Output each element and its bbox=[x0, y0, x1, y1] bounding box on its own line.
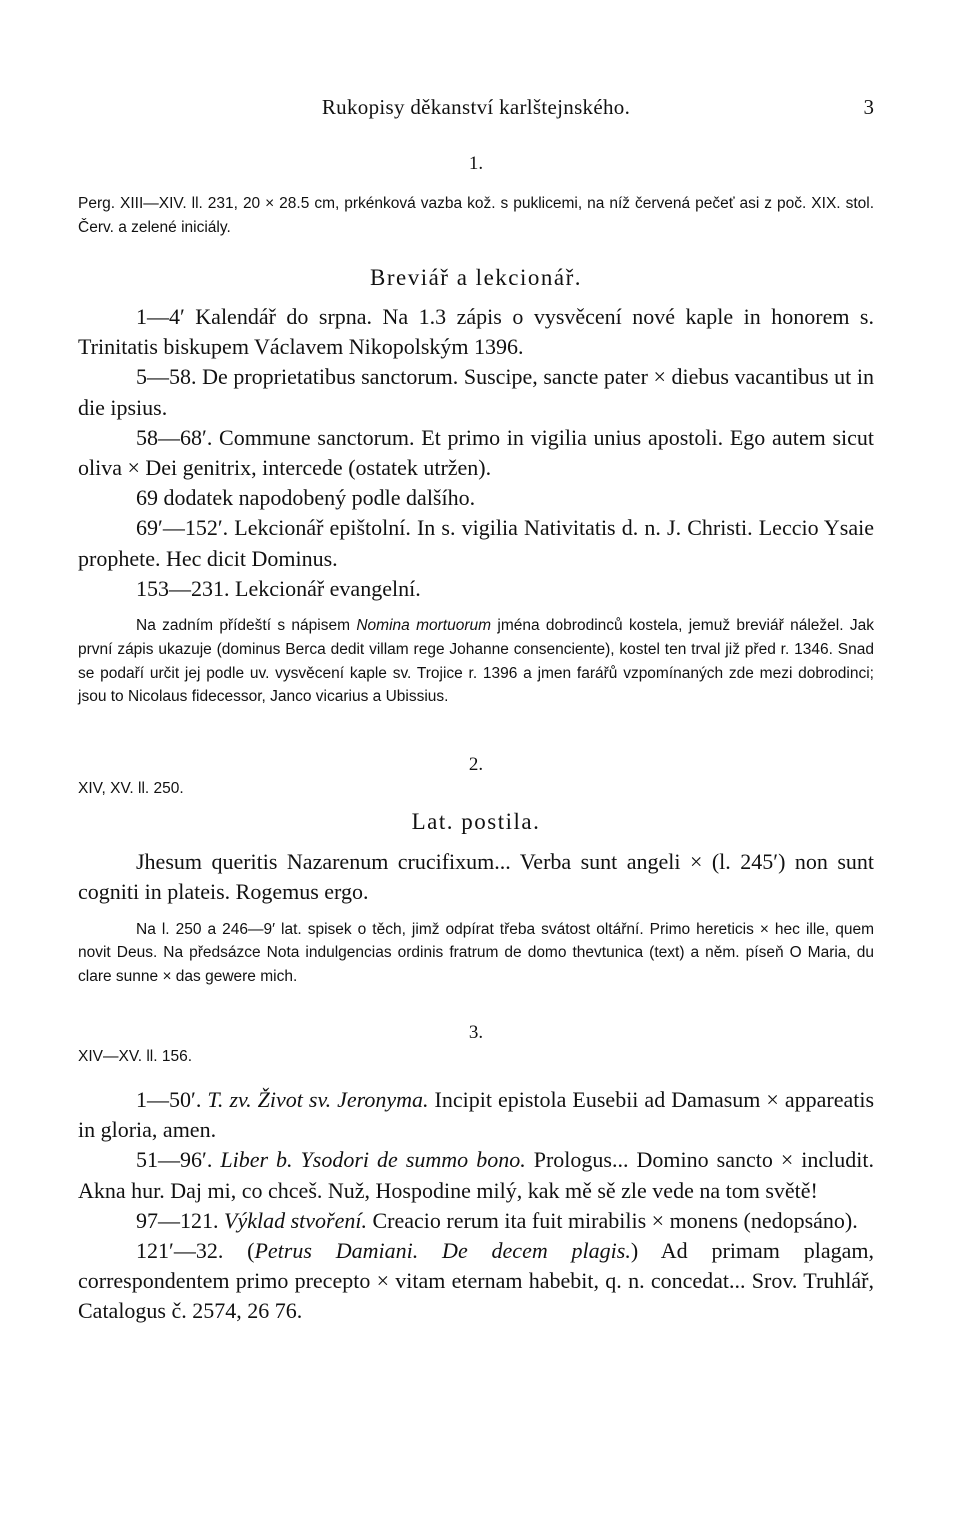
content-paragraph: 1—4′ Kalendář do srpna. Na 1.3 zápis o vysvěcení nové kaple in honorem s. Trinitatis biskupem Václavem Nikopolským 1396. bbox=[78, 304, 874, 360]
content-paragraph: Jhesum queritis Nazarenum crucifixum... Verba sunt angeli × (l. 245′) non sunt cogniti in plateis. Rogemus ergo. bbox=[78, 849, 874, 905]
entry-1 bbox=[78, 152, 874, 709]
work-title: T. zv. Život sv. Jeronyma. bbox=[207, 1087, 429, 1113]
entry-contents bbox=[78, 1085, 874, 1327]
entry-contents bbox=[78, 302, 874, 604]
entry-note bbox=[78, 918, 874, 989]
content-paragraph: 5—58. De proprietatibus sanctorum. Suscipe, sancte pater × diebus vacantibus ut in die ipsius. bbox=[78, 364, 874, 420]
entry-number: 1. bbox=[468, 153, 484, 174]
content-text: Creacio rerum ita fuit mirabilis × monens (nedopsáno). bbox=[366, 1207, 858, 1233]
entry-2 bbox=[78, 753, 874, 989]
content-paragraph: 58—68′. Commune sanctorum. Et primo in vigilia unius apostoli. Ego autem sicut oliva × Dei genitrix, intercede (ostatek utržen). bbox=[78, 424, 874, 481]
work-title: Liber b. Ysodori de summo bono. bbox=[220, 1147, 526, 1173]
content-text: ) Ad primam plagam, correspondentem primo precepto × vitam eternam habebit, q. n. concedat... Srov. Truhlář, Catalogus č. 2574, 26 76. bbox=[78, 1238, 875, 1324]
page-number: 3 bbox=[863, 95, 874, 119]
content-text: Incipit epistola Eusebii ad Damasum × appareatis in gloria, amen. bbox=[78, 1087, 875, 1143]
content-text: Prologus... Domino sancto × includit. Akna hur. Daj mi, co chceš. Nuž, Hospodine milý, kak mě sě zle vede na tom světě! bbox=[78, 1147, 875, 1203]
note-paragraph bbox=[78, 614, 874, 709]
content-paragraph bbox=[78, 1085, 874, 1145]
entry-title: Breviář a lekcionář. bbox=[370, 265, 582, 290]
note-paragraph: Na l. 250 a 246—9′ lat. spisek o těch, jimž odpírat třeba svátost oltářní. Primo hereticis × hec ille, quem novit Deus. Na předsázce Nota indulgencias ordinis fratrum de domo thevtunica (text) a něm. píseň O Maria, du clare sunne × das gewere mich. bbox=[78, 920, 874, 986]
content-paragraph bbox=[78, 1236, 874, 1327]
folio-range: 51—96′. bbox=[136, 1147, 221, 1173]
entry-contents bbox=[78, 847, 874, 907]
work-title: Výklad stvoření. bbox=[224, 1207, 367, 1233]
note-text: jména dobrodinců kostela, jemuž breviář náležel. Jak první zápis ukazuje (dominus Berca dedit villam rege Johanne consenciente), kostel ten trval již před r. 1346. Snad se podaří určit jej podle uv. vysvěcení kaple sv. Trojice r. 1396 a jmen farářů vzpomínaných zde mezi dobrodinci; jsou to Nicolaus fidecessor, Janco vicarius a Ubissius. bbox=[78, 617, 874, 706]
entry-meta: Perg. XIII—XIV. ll. 231, 20 × 28.5 cm, prkénková vazba kož. s puklicemi, na níž červená pečeť asi z poč. XIX. stol. Červ. a zelené iniciály. bbox=[78, 195, 874, 236]
folio-range: 121′—32. ( bbox=[136, 1238, 255, 1264]
entry-meta: XIV—XV. ll. 156. bbox=[78, 1048, 193, 1066]
entry-3 bbox=[78, 1021, 874, 1327]
content-paragraph: 69 dodatek napodobený podle dalšího. bbox=[136, 485, 476, 511]
entry-title: Lat. postila. bbox=[411, 809, 541, 835]
work-title: Petrus Damiani. De decem plagis. bbox=[254, 1238, 631, 1264]
folio-range: 97—121. bbox=[136, 1207, 224, 1233]
note-text: Na zadním přídeští s nápisem bbox=[136, 617, 357, 635]
entry-meta: XIV, XV. ll. 250. bbox=[78, 780, 184, 798]
entry-number: 2. bbox=[468, 754, 484, 776]
content-paragraph bbox=[78, 1206, 874, 1236]
running-head bbox=[78, 92, 874, 122]
content-paragraph bbox=[78, 1145, 874, 1205]
folio-range: 1—50′. bbox=[136, 1087, 208, 1113]
entry-note bbox=[78, 614, 874, 709]
entry-number: 3. bbox=[468, 1022, 484, 1044]
note-italic: Nomina mortuorum bbox=[356, 617, 492, 635]
content-paragraph: 153—231. Lekcionář evangelní. bbox=[136, 575, 421, 601]
document-page bbox=[78, 92, 874, 1327]
content-paragraph: 69′—152′. Lekcionář epištolní. In s. vigilia Nativitatis d. n. J. Christi. Leccio Ysaie prophete. Hec dicit Dominus. bbox=[78, 515, 874, 571]
running-title: Rukopisy děkanství karlštejnského. bbox=[321, 95, 631, 119]
